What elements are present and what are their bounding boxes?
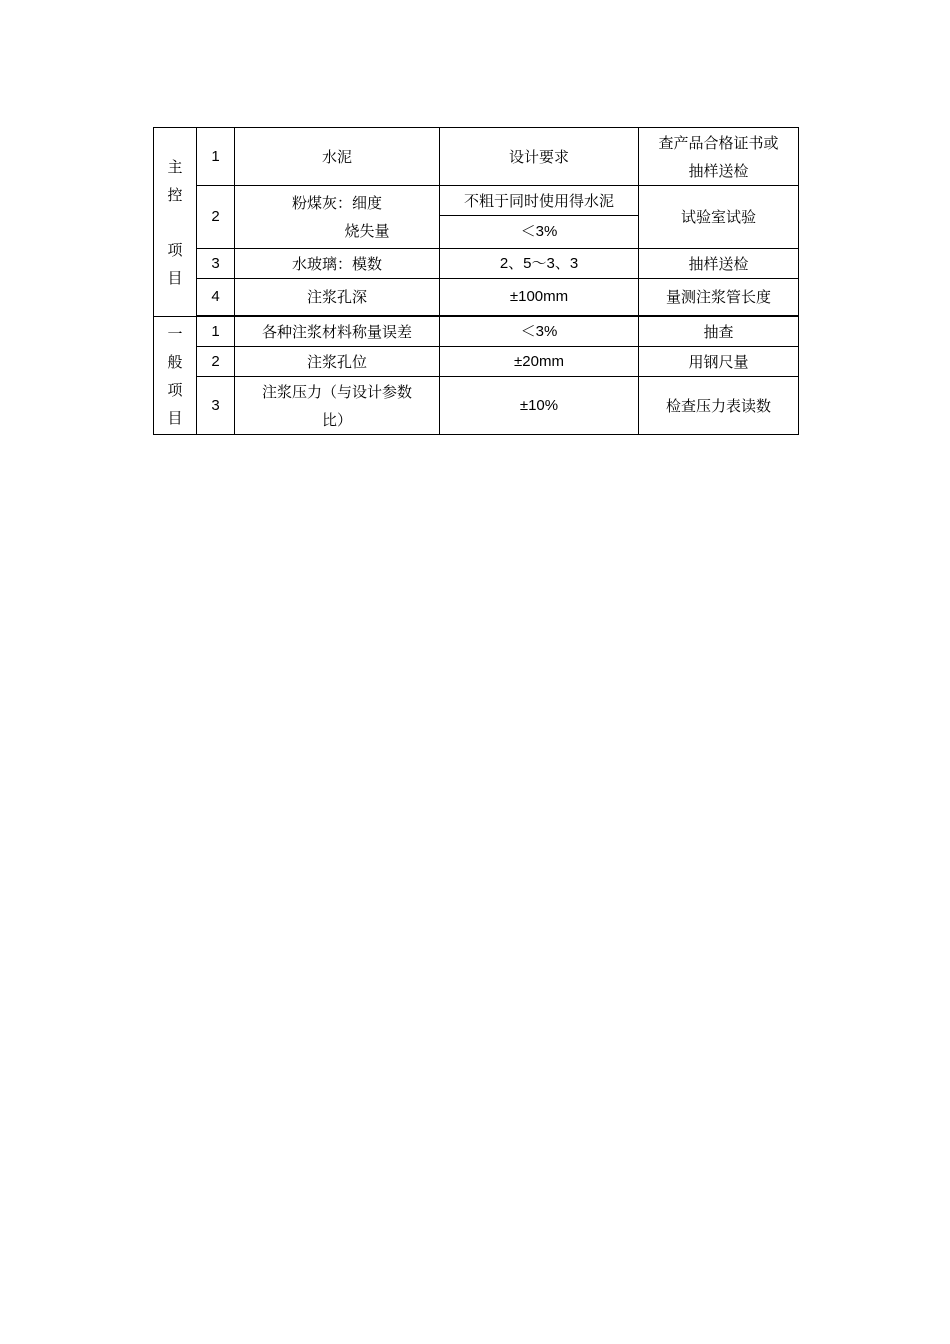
- requirement-cell: ±20mm: [440, 347, 639, 377]
- item-cell: 水泥: [235, 128, 440, 186]
- method-cell: 抽样送检: [639, 249, 799, 279]
- method-cell: 量测注浆管长度: [639, 279, 799, 316]
- table-row: [154, 347, 799, 377]
- table-row: [154, 279, 799, 316]
- row-number: 1: [197, 317, 235, 347]
- requirement-cell: ＜3%: [440, 216, 639, 249]
- table-row: [154, 186, 799, 216]
- item-cell: 注浆孔位: [235, 347, 440, 377]
- method-cell: [639, 128, 799, 186]
- requirement-cell: 2、5～3、3: [440, 249, 639, 279]
- row-number: 2: [197, 186, 235, 249]
- method-cell: 检查压力表读数: [639, 377, 799, 435]
- requirement-cell: 设计要求: [440, 128, 639, 186]
- requirement-cell: 不粗于同时使用得水泥: [440, 186, 639, 216]
- item-line: 注浆压力（与设计参数: [261, 382, 412, 401]
- table-row: [154, 317, 799, 347]
- item-line: 比）: [321, 410, 352, 429]
- requirement-cell: ±100mm: [440, 279, 639, 316]
- item-cell: [235, 186, 440, 249]
- inspection-table: [153, 127, 799, 435]
- item-cell: 各种注浆材料称量误差: [235, 317, 440, 347]
- item-line: 粉煤灰：细度: [291, 194, 382, 212]
- method-line: 查产品合格证书或: [658, 133, 779, 152]
- method-cell: 用钢尺量: [639, 347, 799, 377]
- category-char: 目: [167, 268, 183, 287]
- row-number: 2: [197, 347, 235, 377]
- item-cell: 水玻璃：模数: [235, 249, 440, 279]
- category-char: 般: [167, 352, 183, 371]
- requirement-cell: ±10%: [440, 377, 639, 435]
- table-row: [154, 128, 799, 186]
- table-row: [154, 377, 799, 435]
- method-cell: 试验室试验: [639, 186, 799, 249]
- row-number: 3: [197, 249, 235, 279]
- category-char: 目: [167, 408, 183, 427]
- category-char: 控: [167, 185, 183, 204]
- item-cell: 注浆孔深: [235, 279, 440, 316]
- item-cell: [235, 377, 440, 435]
- row-number: 4: [197, 279, 235, 316]
- category-general: [154, 317, 197, 435]
- category-char: 一: [167, 324, 183, 343]
- row-number: 1: [197, 128, 235, 186]
- item-line: 烧失量: [344, 222, 390, 240]
- category-char: 项: [167, 240, 183, 259]
- requirement-cell: ＜3%: [440, 317, 639, 347]
- method-cell: 抽查: [639, 317, 799, 347]
- category-char: 项: [167, 380, 183, 399]
- category-main-control: [154, 128, 197, 317]
- category-char: 主: [167, 157, 183, 176]
- table-row: [154, 249, 799, 279]
- method-line: 抽样送检: [688, 161, 749, 180]
- row-number: 3: [197, 377, 235, 435]
